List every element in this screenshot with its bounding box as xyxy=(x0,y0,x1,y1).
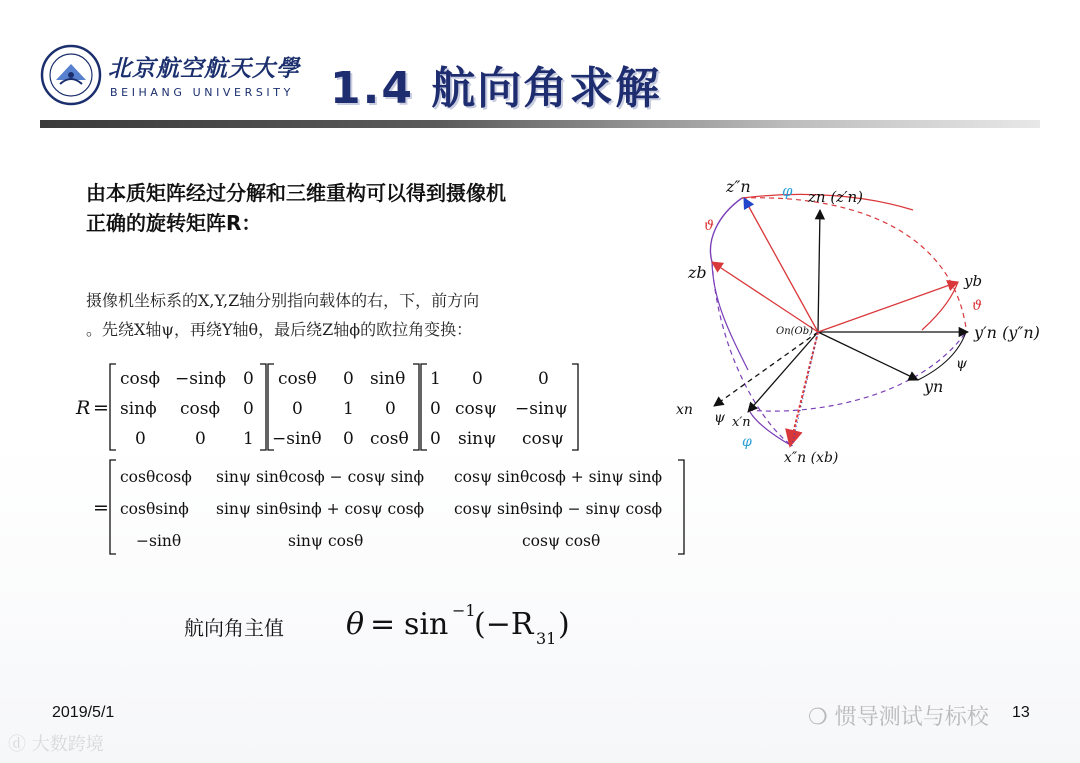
m1-cell-0-1: −sinϕ xyxy=(175,369,226,389)
result-cell-0-0: cosθcosϕ xyxy=(120,468,192,486)
label-z-b: zb xyxy=(688,263,707,282)
slide-title: 1.4 航向角求解 xyxy=(330,63,662,114)
m1-cell-0-2: 0 xyxy=(243,369,254,389)
label-x-n-dd: x″n (xb) xyxy=(784,450,839,466)
m2-cell-2-0: −sinθ xyxy=(272,429,322,449)
description-line-1: 摄像机坐标系的X,Y,Z轴分别指向载体的右，下，前方向 xyxy=(86,291,480,310)
m2-cell-2-1: 0 xyxy=(343,429,354,449)
description-text xyxy=(86,286,666,344)
principal-fn: sin xyxy=(404,607,449,642)
heading-line-1: 由本质矩阵经过分解和三维重构可以得到摄像机 xyxy=(86,181,506,205)
result-cell-1-2: cosψ sinθsinϕ − sinψ cosϕ xyxy=(454,500,663,518)
axis-z-n-dd xyxy=(744,198,818,332)
arc-theta-left xyxy=(710,198,742,262)
result-cell-0-2: cosψ sinθcosϕ + sinψ sinϕ xyxy=(454,468,663,486)
principal-theta: θ xyxy=(346,607,365,642)
m2-cell-1-2: 0 xyxy=(385,399,396,419)
label-z-n-dd: z″n xyxy=(726,177,751,196)
result-cell-2-1: sinψ cosθ xyxy=(288,532,364,550)
label-y-b: yb xyxy=(964,272,983,290)
label-psi-bottom: ψ xyxy=(714,410,725,426)
formula-equals-2: = xyxy=(93,497,109,519)
label-theta-right: ϑ xyxy=(972,298,983,314)
result-cell-0-1: sinψ sinθcosϕ − cosψ sinϕ xyxy=(216,468,425,486)
formula-lhs: R xyxy=(76,397,91,419)
label-origin: On(Ob) xyxy=(776,326,814,337)
principal-arg: (−R xyxy=(474,607,534,642)
axis-z-n xyxy=(818,210,820,332)
m2-cell-0-0: cosθ xyxy=(278,369,317,389)
axis-z-b xyxy=(712,262,818,332)
result-cell-2-0: −sinθ xyxy=(136,532,182,550)
principal-equals: = xyxy=(370,607,396,642)
title-underline-bar xyxy=(40,120,1040,128)
principal-value-formula xyxy=(340,596,600,652)
m3-cell-1-2: −sinψ xyxy=(515,399,568,419)
m2-cell-1-1: 1 xyxy=(343,399,354,419)
wechat-icon: ❍ xyxy=(808,705,828,730)
m2-cell-1-0: 0 xyxy=(292,399,303,419)
label-theta-left: ϑ xyxy=(704,218,715,234)
m2-cell-0-1: 0 xyxy=(343,369,354,389)
principal-sub: 31 xyxy=(536,629,557,648)
watermark-left-icon: ⓓ xyxy=(8,734,26,755)
description-line-2: 。先绕X轴ψ，再绕Y轴θ，最后绕Z轴ϕ的欧拉角变换： xyxy=(86,320,473,339)
label-y-n-prime: y′n (y″n) xyxy=(974,323,1040,342)
rotation-matrix-formula xyxy=(60,356,700,562)
axis-x-n xyxy=(714,332,818,406)
m3-cell-2-0: 0 xyxy=(430,429,441,449)
m1-cell-1-2: 0 xyxy=(243,399,254,419)
label-phi-bottom: φ xyxy=(742,434,752,450)
formula-equals-1: = xyxy=(93,397,109,419)
university-logo xyxy=(40,44,310,116)
m3-cell-1-0: 0 xyxy=(430,399,441,419)
axis-y-b xyxy=(818,282,958,332)
label-psi-right: ψ xyxy=(956,356,967,372)
label-x-n: xn xyxy=(676,402,693,418)
logo-english-name: BEIHANG UNIVERSITY xyxy=(110,86,294,99)
result-cell-1-0: cosθsinϕ xyxy=(120,500,189,518)
m3-cell-0-1: 0 xyxy=(472,369,483,389)
label-y-n: yn xyxy=(924,377,944,396)
axis-y-n xyxy=(818,332,918,380)
m2-cell-2-2: cosθ xyxy=(370,429,409,449)
label-phi-top: φ xyxy=(782,182,793,200)
m1-cell-2-1: 0 xyxy=(195,429,206,449)
m3-cell-2-1: sinψ xyxy=(458,429,497,449)
watermark-left-text: 大数跨境 xyxy=(31,734,104,755)
m1-cell-1-1: cosϕ xyxy=(180,399,221,419)
euler-angle-diagram xyxy=(668,170,1040,470)
heading-text xyxy=(86,178,666,238)
principal-value-label: 航向角主值 xyxy=(184,616,284,640)
m1-cell-0-0: cosϕ xyxy=(120,369,161,389)
footer-date: 2019/5/1 xyxy=(52,704,115,721)
heading-line-2: 正确的旋转矩阵R： xyxy=(86,211,262,235)
page-number: 13 xyxy=(1012,704,1030,721)
result-cell-1-1: sinψ sinθsinϕ + cosψ cosϕ xyxy=(216,500,425,518)
m3-cell-0-0: 1 xyxy=(430,369,441,389)
m3-cell-2-2: cosψ xyxy=(522,429,564,449)
principal-close: ) xyxy=(558,607,570,642)
university-seal-icon xyxy=(40,44,102,106)
watermark-left xyxy=(8,730,104,756)
label-x-n-prime: x′n xyxy=(732,415,751,430)
m2-cell-0-2: sinθ xyxy=(370,369,406,389)
watermark-right xyxy=(808,700,989,731)
m1-cell-2-0: 0 xyxy=(135,429,146,449)
m1-cell-1-0: sinϕ xyxy=(120,399,157,419)
m1-cell-2-2: 1 xyxy=(243,429,254,449)
watermark-right-text: 惯导测试与标校 xyxy=(834,705,989,730)
principal-sup: −1 xyxy=(452,601,476,620)
logo-chinese-name: 北京航空航天大學 xyxy=(108,55,300,82)
result-cell-2-2: cosψ cosθ xyxy=(522,532,601,550)
m3-cell-0-2: 0 xyxy=(538,369,549,389)
label-z-n: zn (z′n) xyxy=(808,188,864,206)
m3-cell-1-1: cosψ xyxy=(455,399,497,419)
